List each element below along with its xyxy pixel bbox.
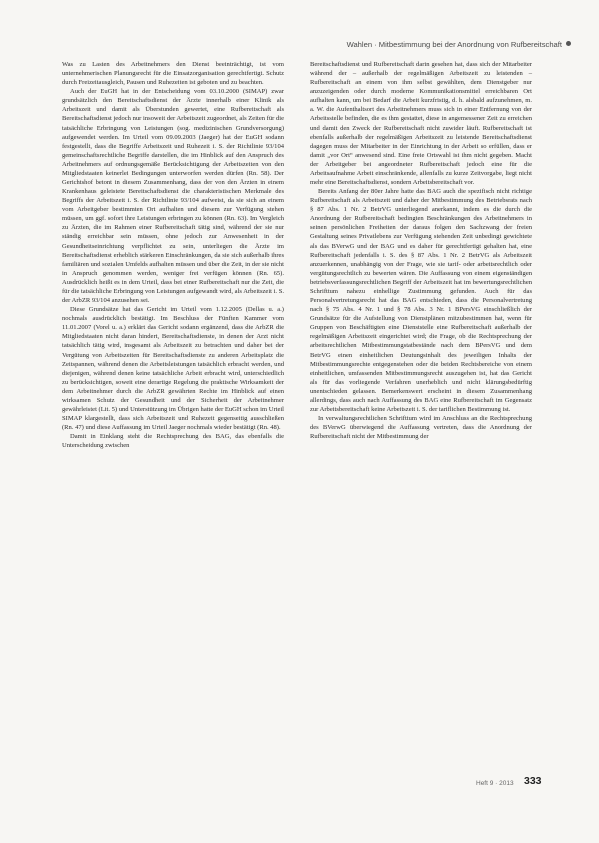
page-number: 333 xyxy=(524,775,542,787)
left-paragraph: Damit in Einklang steht die Rechtsprechung des BAG, das ebenfalls die Unterscheidung zwischen xyxy=(62,433,284,450)
header-bullet-icon xyxy=(566,41,571,46)
running-header: Wahlen · Mitbestimmung bei der Anordnung von Rufbereitschaft xyxy=(346,40,562,49)
right-text-column xyxy=(310,60,532,441)
left-paragraph: Auch der EuGH hat in der Entscheidung vom 03.10.2000 (SIMAP) zwar grundsätzlich den Bereitschaftsdienst der Ärzte innerhalb einer Klinik als Arbeitszeit und damit als Überstunden gewertet, eine Rufbereitschaft als Bereitschaftsdienst jedoch nur insoweit der Arbeitszeit zugeordnet, als Zeiten für die tatsächliche Erbringung von Leistungen (sog. medizinischen Grundversorgung) aufgewendet werden. Im Urteil vom 09.09.2003 (Jaeger) hat der EuGH sodann festgestellt, dass die Begriffe Arbeitszeit und Ruhezeit i. S. der Richtlinie 93/104 gemeinschaftsrechtliche Begriffe darstellen, die im Hinblick auf den Anspruch des Arbeitnehmers auf ordnungsgemäße Berücksichtigung der Arbeitszeiten von den Mitgliedstaaten keinerlei Bedingungen unterworfen werden dürfen (Rn. 58). Der Gerichtshof betont in diesem Zusammenhang, dass der von den Ärzten in einem Krankenhaus geleistete Bereitschaftsdienst die charakteristischen Merkmale des Begriffs der Arbeitszeit i. S. der Richtlinie 93/104 aufweist, da sie sich an einem vom Arbeitgeber bestimmten Ort aufhalten und diesem zur Verfügung stehen müssen, um ggf. sofort ihre Leistungen erbringen zu können (Rn. 63). Im Vergleich zu Ärzten, die im Rahmen einer Rufbereitschaft tätig sind, während der sie nur ständig erreichbar sein müssen, ohne jedoch zur Anwesenheit in der Gesundheitseinrichtung verpflichtet zu sein, unterliegen die Ärzte im Bereitschaftsdienst erheblich stärkeren Einschränkungen, da sie sich außerhalb ihres familiären und sozialen Umfelds aufhalten müssen und über die Zeit, in der sie nicht in Anspruch genommen werden, weniger frei verfügen können (Rn. 65). Ausdrücklich heißt es in dem Urteil, dass bei einer Rufbereitschaft nur die Zeit, die für die tatsächliche Erbringung von Leistungen aufgewandt wird, als Arbeitszeit i. S. der ArbZR 93/104 anzusehen sei. xyxy=(62,88,284,305)
left-paragraph: Diese Grundsätze hat das Gericht im Urteil vom 1.12.2005 (Dellas u. a.) nochmals ausdrücklich bestätigt. Im Beschluss der Fünften Kammer vom 11.01.2007 (Vorel u. a.) erklärt das Gericht sodann ergänzend, dass die ArbZR die Mitgliedstaaten nicht daran hindert, Bereitschaftsdienste, in denen der Arzt nicht tatsächlich tätig wird, insgesamt als Arbeitszeit zu betrachten und daher bei der Vergütung von Arbeitszeiten für Bereitschaftsdienste zu anderen Arbeitsplatz die Zeitspannen, während denen die Arbeitsleistungen tatsächlich erbracht werden, und diejenigen, während denen keine tatsächliche Arbeit erbracht wird, unterschiedlich zu berücksichtigen, soweit eine derartige Regelung die praktische Wirksamkeit der dem Arbeitnehmer durch die ArbZR gewährten Rechte im Hinblick auf einen wirksamen Schutz der Gesundheit und der Sicherheit der Arbeitnehmer gewährleistet (Lit. 5) und Unterstützung im Übrigen hatte der EuGH schon im Urteil SIMAP klargestellt, dass sich Arbeitszeit und Ruhezeit gegenseitig ausschließen (Rn. 47) und diese Auffassung im Urteil Jaeger nochmals wieder bestätigt (Rn. 48). xyxy=(62,306,284,432)
left-text-column xyxy=(62,60,284,450)
right-paragraph: In verwaltungsrechtlichen Schrifttum wird im Anschluss an die Rechtsprechung des BVerwG überwiegend die Auffassung vertreten, dass die Anordnung der Rufbereitschaft nicht der Mitbestimmung der xyxy=(310,415,532,441)
right-paragraph: Bereits Anfang der 80er Jahre hatte das BAG auch die spezifisch nicht richtige Rufbereitschaft als Arbeitszeit und daher der Mitbestimmung des Betriebsrats nach § 87 Abs. 1 Nr. 2 BetrVG unterliegend anerkannt, indem es die durch die Anordnung der Rufbereitschaft bedingten Beschränkungen des Arbeitnehmers in seinen persönlichen Freiheiten der daraus folgen den Sachzwang der freien Gestaltung seines Privatlebens zur Verfügung stehenden Zeit unbedingt gewichtete als das BVerwG und der BAG und es daher für gerechtfertigt gehalten hat, eine Rufbereitschaft jedenfalls i. S. des § 87 Abs. 1 Nr. 2 BetrVG als Arbeitszeit anzuerkennen, unabhängig von der Frage, wie sie tarif- oder arbeitsrechtlich oder vergütungsrechtlich zu bewerten wären. Die Auffassung von einem eigenständigen betriebsverfassungsrechtlichen Begriff der Arbeitszeit hat im bewertungsrechtlichen Schrifttum nahezu einhellige Zustimmung gefunden. Auch für das Personalvertretungsrecht hat das BAG entschieden, dass die Personalvertretung nach § 75 Abs. 4 Nr. 1 und § 78 Abs. 3 Nr. 1 BPersVG einschließlich der Grundsätze für die Aufstellung von Dienstplänen mitzubestimmen hat, wenn für Gruppen von Beschäftigten eine Dienststelle eine Rufbereitschaft außerhalb der regelmäßigen Arbeitszeit eingerichtet wird; die Frage, ob die Rechtsprechung der arbeitsrechtlichen Mitbestimmungstatbestände nach dem BPersVG und dem BetrVG einen einheitlichen Deutungsinhalt des jeweiligen Inhalts der Mitbestimmungsrechte entgegenstehen oder die beiden Rechtsbereiche von einem einheitlichen, umfassenden Mitbestimmungsrecht auszugehen ist, hat das Gericht als für das vorliegende Verfahren unerheblich und nicht klärungsbedürftig unentschieden gelassen. Bemerkenswert erscheint in diesem Zusammenhang allerdings, dass auch nach Auffassung des BAG eine Rufbereitschaft im Gegensatz zur Arbeitsbereitschaft keine Arbeitszeit i. S. der tariflichen Bestimmung ist. xyxy=(310,188,532,413)
left-paragraph: Was zu Lasten des Arbeitnehmers den Dienst beeinträchtigt, ist vom unternehmerischen Planungsrecht für die Einsatzorganisation gerechtfertigt. Schutz durch Freizeitausgleich, Pausen und Ruhezeiten ist geboten und zu beachten. xyxy=(62,61,284,87)
issue-label: Heft 9 · 2013 xyxy=(476,780,514,787)
right-paragraph: Bereitschaftsdienst und Rufbereitschaft darin gesehen hat, dass sich der Mitarbeiter während der – außerhalb der regelmäßigen Arbeitszeit zu leistenden – Rufbereitschaft an einem von ihm selbst gewählten, dem Dienstgeber nur anzuzeigenden oder durch moderne Kommunikationsmittel erreichbaren Ort aufhalten kann, um bei Bedarf die Arbeit kurzfristig, d. h. alsbald aufzunehmen, m. a. W. die Aufenthaltsort des Arbeitnehmers muss sich in einer Entfernung von der Arbeitsstelle befinden, die es ihm gestattet, diese in angemessener Zeit zu erreichen und damit den Zweck der Rufbereitschaft nicht zuwider läuft. Rufbereitschaft ist ebenfalls außerhalb der regelmäßigen Arbeitszeit zu leistende Bereitschaftsdienst dagegen muss der Mitarbeiter in der Einrichtung in der Arbeit so erfüllen, dass er damit „vor Ort“ anwesend sind. Eine freie Ortswahl ist ihm nicht gegeben. Macht der Arbeitgeber bei angeordneter Rufbereitschaft jedoch eine für die Arbeitsaufnahme Arbeit einschränkende, allenfalls zu kurze Zeitvorgabe, liegt nicht mehr eine Bereitschaftsdienst, sondern Arbeitsbereitschaft vor. xyxy=(310,61,532,187)
